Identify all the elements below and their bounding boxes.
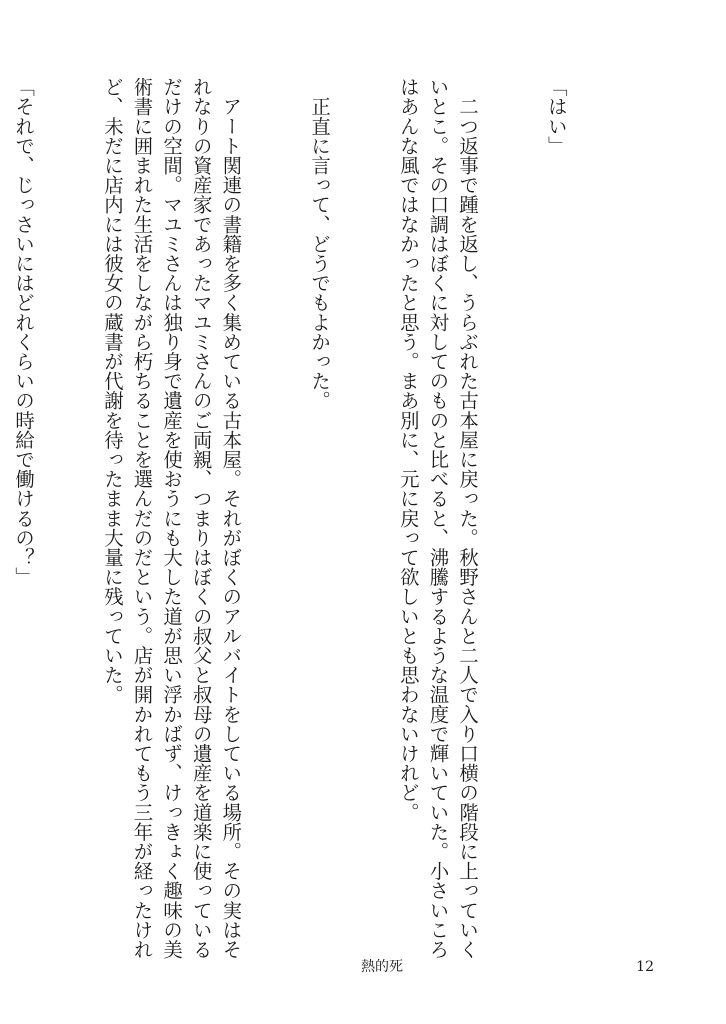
page-number: 12 [636,959,654,975]
paragraph-1: 「はい」 [544,77,568,156]
vertical-text-body [12,77,630,959]
footer-book-title: 熱的死 [361,959,403,975]
paragraph-5: 「それで、じっさいにはどれくらいの時給で働けるの？」 [12,77,36,587]
paragraph-4: アート関連の書籍を多く集めている古本屋。それがぼくのアルバイトをしている場所。その実はそ れなりの資産家であったマユミさんのご両親、つまりはぼくの叔父と叔母の遺産を道楽に使っている だけの空間。マユミさんは独り身で遺産を使おうにも大した道が思い浮かばず、けっきょく趣味の美 術書に囲まれた生活をしながら朽ちることを選んだのだという。店が開かれてもう三年が経ったけれ ど、未だに店内には彼女の蔵書が代謝を待ったまま大量に残っていた。 [100,77,243,959]
paragraph-2: 二つ返事で踵を返し、うらぶれた古本屋に戻った。秋野さんと二人で入り口横の階段に上っていく いとこ。その口調はぼくに対してのものと比べると、沸騰するような温度で輝いていた。小さいころ はあんな風ではなかったと思う。まあ別に、元に戻って欲しいとも思わないけれど。 [396,77,480,959]
paragraph-3: 正直に言って、どうでもよかった。 [308,77,332,411]
